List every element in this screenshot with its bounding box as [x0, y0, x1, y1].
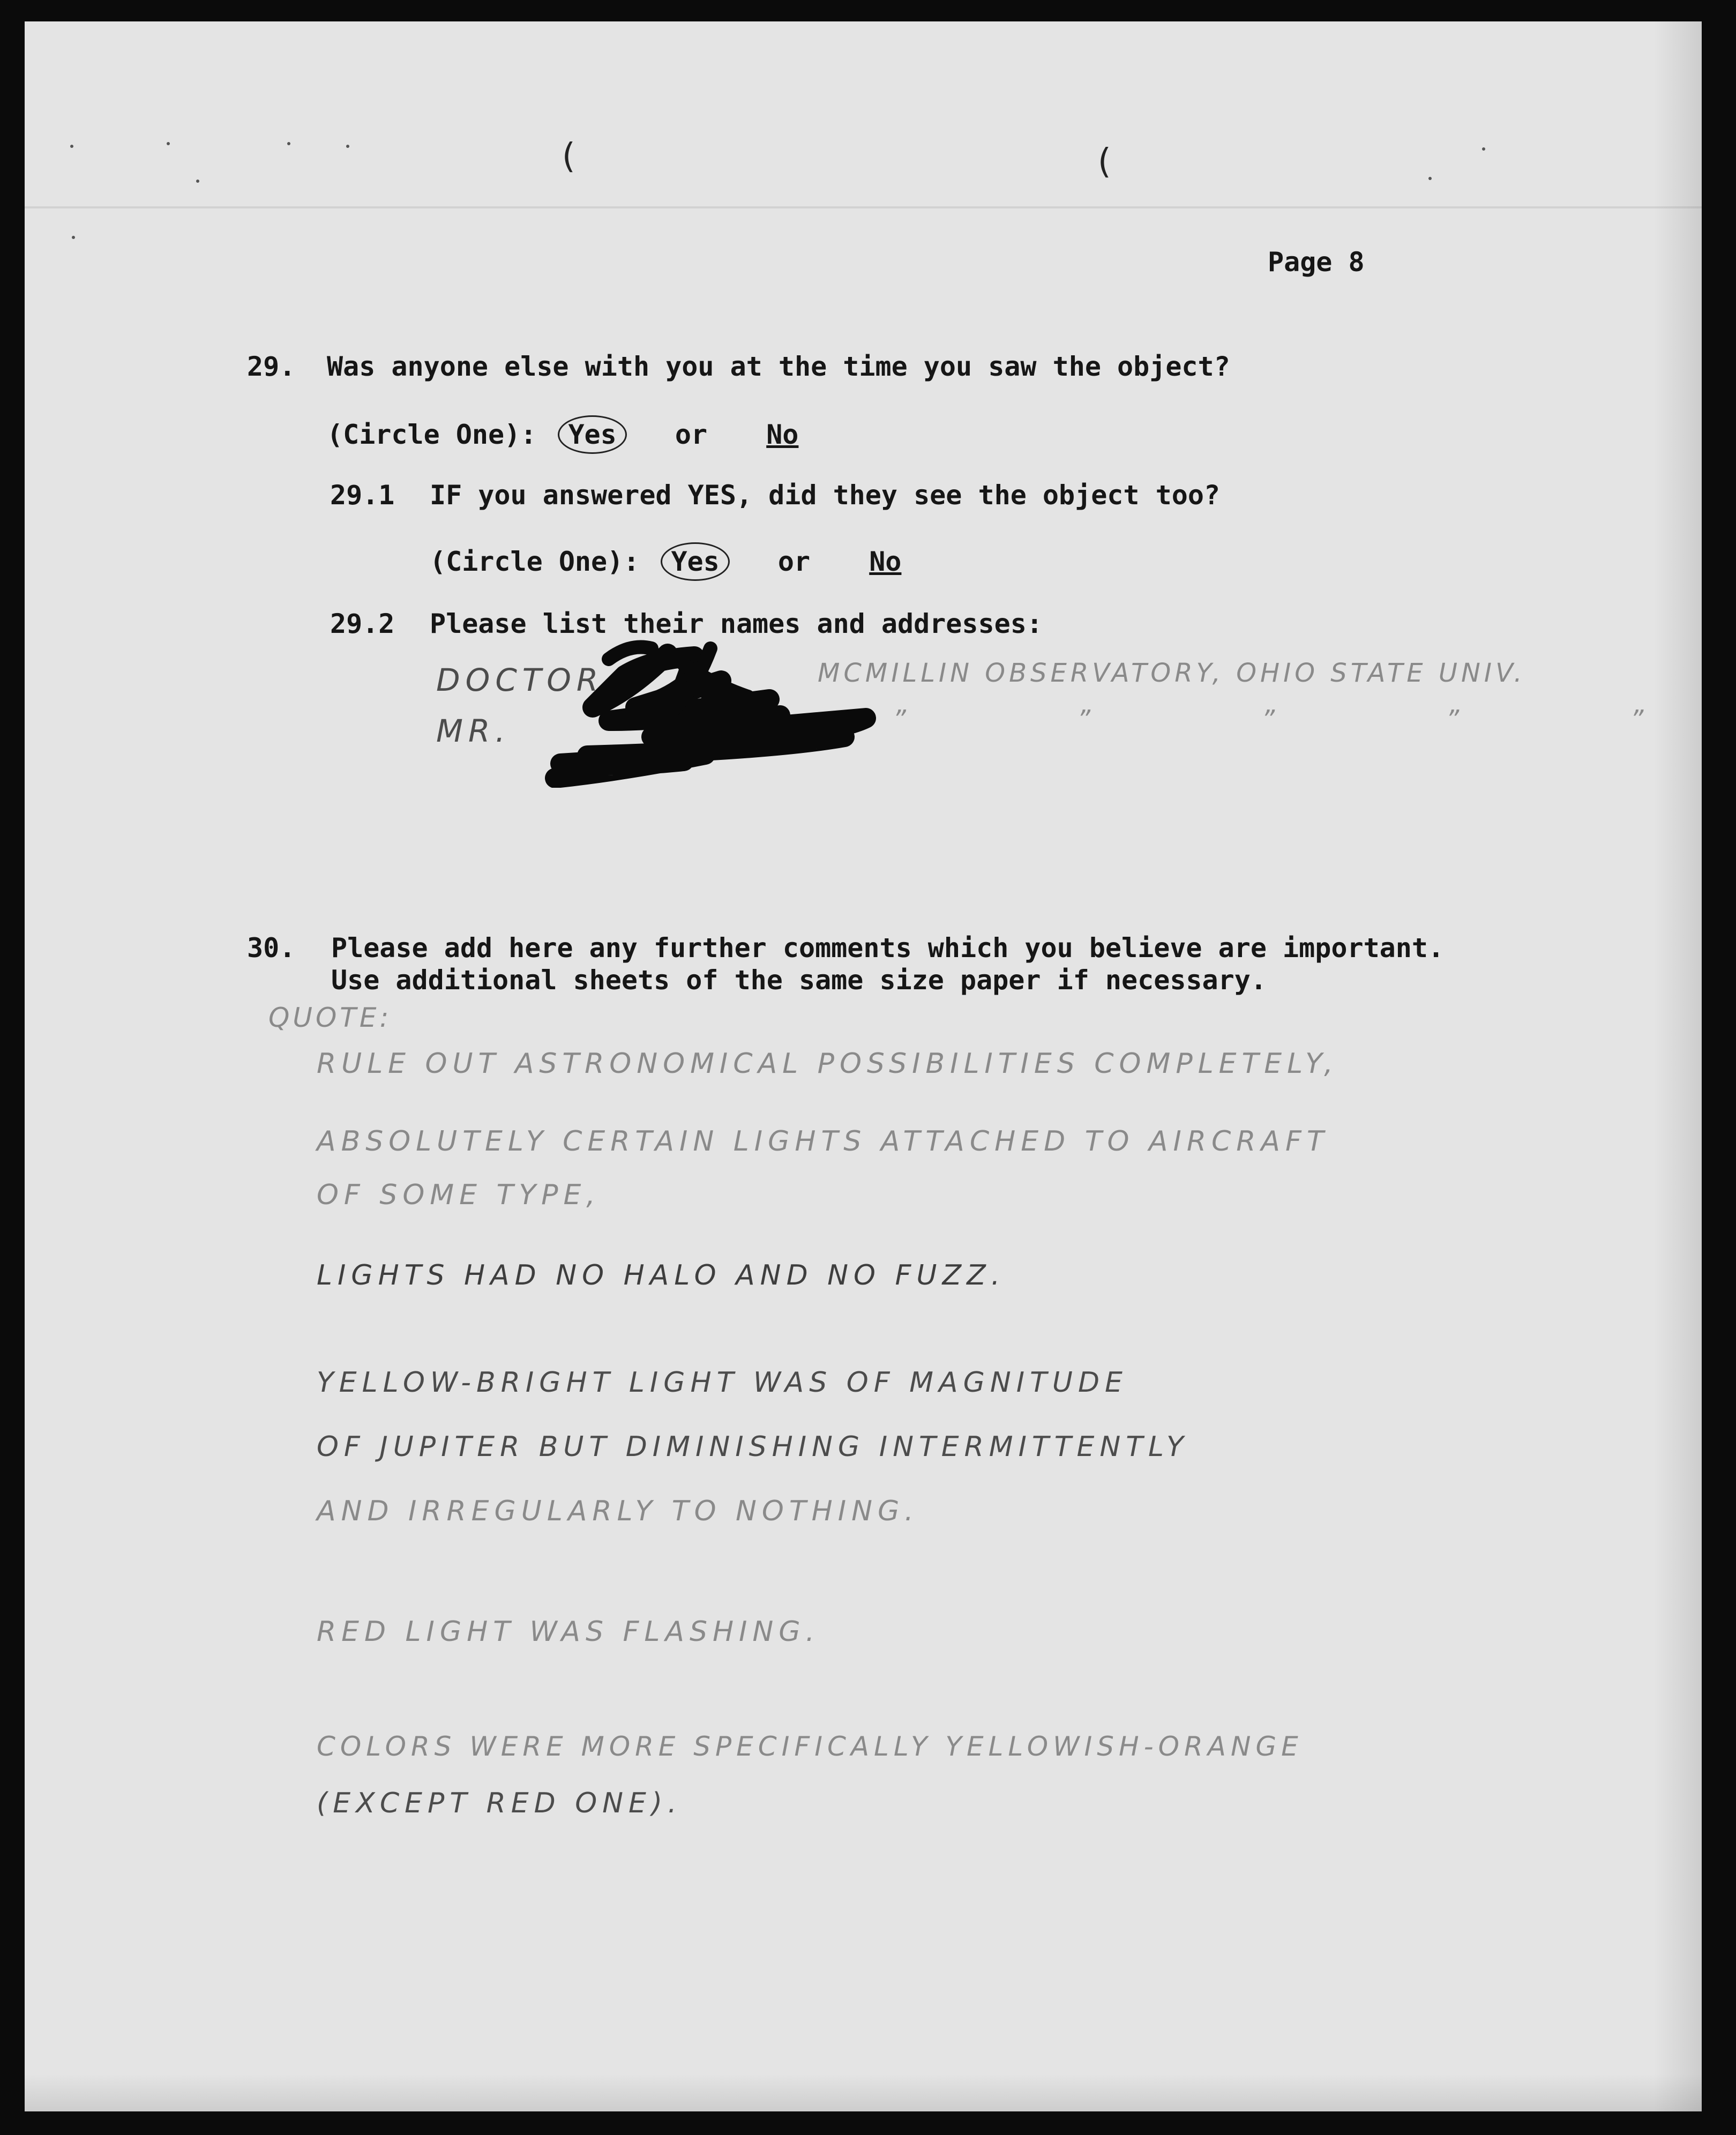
speck — [196, 180, 199, 183]
speck — [1428, 177, 1432, 180]
comment-line: (EXCEPT RED ONE). — [317, 1787, 682, 1819]
comment-quote: QUOTE: — [268, 1002, 392, 1033]
edge-shadow-bottom — [25, 2074, 1702, 2111]
comment-line: OF SOME TYPE, — [317, 1179, 601, 1211]
edge-shadow-right — [1653, 21, 1702, 2111]
q30-line1: Please add here any further comments which you believe are important. — [331, 932, 1445, 964]
page-number: Page 8 — [1268, 247, 1365, 278]
q29-circle-label: (Circle One): — [327, 419, 537, 450]
punch-mark-right: ( — [1094, 142, 1114, 182]
speck — [287, 142, 290, 145]
punch-mark-left: ( — [558, 137, 579, 176]
q29-yes-option[interactable]: Yes — [558, 415, 626, 454]
q29-1-circle-label: (Circle One): — [430, 546, 640, 577]
name-entry-2-title: MR. — [436, 713, 511, 749]
redaction-scribble — [491, 627, 898, 788]
q29-1-or: or — [777, 546, 811, 577]
comment-line: YELLOW-BRIGHT LIGHT WAS OF MAGNITUDE — [317, 1367, 1128, 1399]
q29-2-number: 29.2 — [330, 608, 395, 639]
q29-1-yes-option[interactable]: Yes — [661, 542, 729, 581]
q30-number: 30. — [247, 932, 296, 964]
q29-1-number: 29.1 — [330, 480, 395, 511]
document-page — [25, 21, 1702, 2111]
speck — [167, 142, 170, 145]
q29-1-circle-row — [430, 542, 901, 581]
name-entry-1-title: DOCTOR — [436, 662, 604, 698]
name-entry-2-ditto: ” ” ” ” ” — [893, 705, 1645, 735]
comment-line: LIGHTS HAD NO HALO AND NO FUZZ. — [317, 1259, 1006, 1292]
q29-or: or — [675, 419, 708, 450]
q29-1-text: IF you answered YES, did they see the object too? — [430, 480, 1221, 511]
comment-line: ABSOLUTELY CERTAIN LIGHTS ATTACHED TO AIRCRAFT — [317, 1125, 1329, 1158]
speck — [346, 145, 349, 148]
q29-1-no-option[interactable]: No — [869, 546, 902, 577]
q29-no-option[interactable]: No — [766, 419, 799, 450]
q29-number: 29. — [247, 351, 296, 382]
comment-line: OF JUPITER BUT DIMINISHING INTERMITTENTLY — [317, 1431, 1189, 1463]
comment-line: RULE OUT ASTRONOMICAL POSSIBILITIES COMPLETELY, — [317, 1048, 1338, 1080]
q30-line2: Use additional sheets of the same size paper if necessary. — [331, 965, 1267, 996]
speck — [70, 145, 73, 148]
speck — [72, 236, 75, 239]
q29-circle-row — [327, 415, 798, 454]
q29-text: Was anyone else with you at the time you saw the object? — [327, 351, 1230, 382]
comment-line: AND IRREGULARLY TO NOTHING. — [317, 1495, 919, 1527]
q29-2-text: Please list their names and addresses: — [430, 608, 1043, 639]
comment-line: COLORS WERE MORE SPECIFICALLY YELLOWISH-ORANGE — [317, 1731, 1303, 1762]
speck — [1482, 147, 1485, 151]
comment-line: RED LIGHT WAS FLASHING. — [317, 1616, 820, 1648]
fold-line — [25, 206, 1702, 208]
name-entry-1-address: MCMILLIN OBSERVATORY, OHIO STATE UNIV. — [818, 658, 1526, 688]
